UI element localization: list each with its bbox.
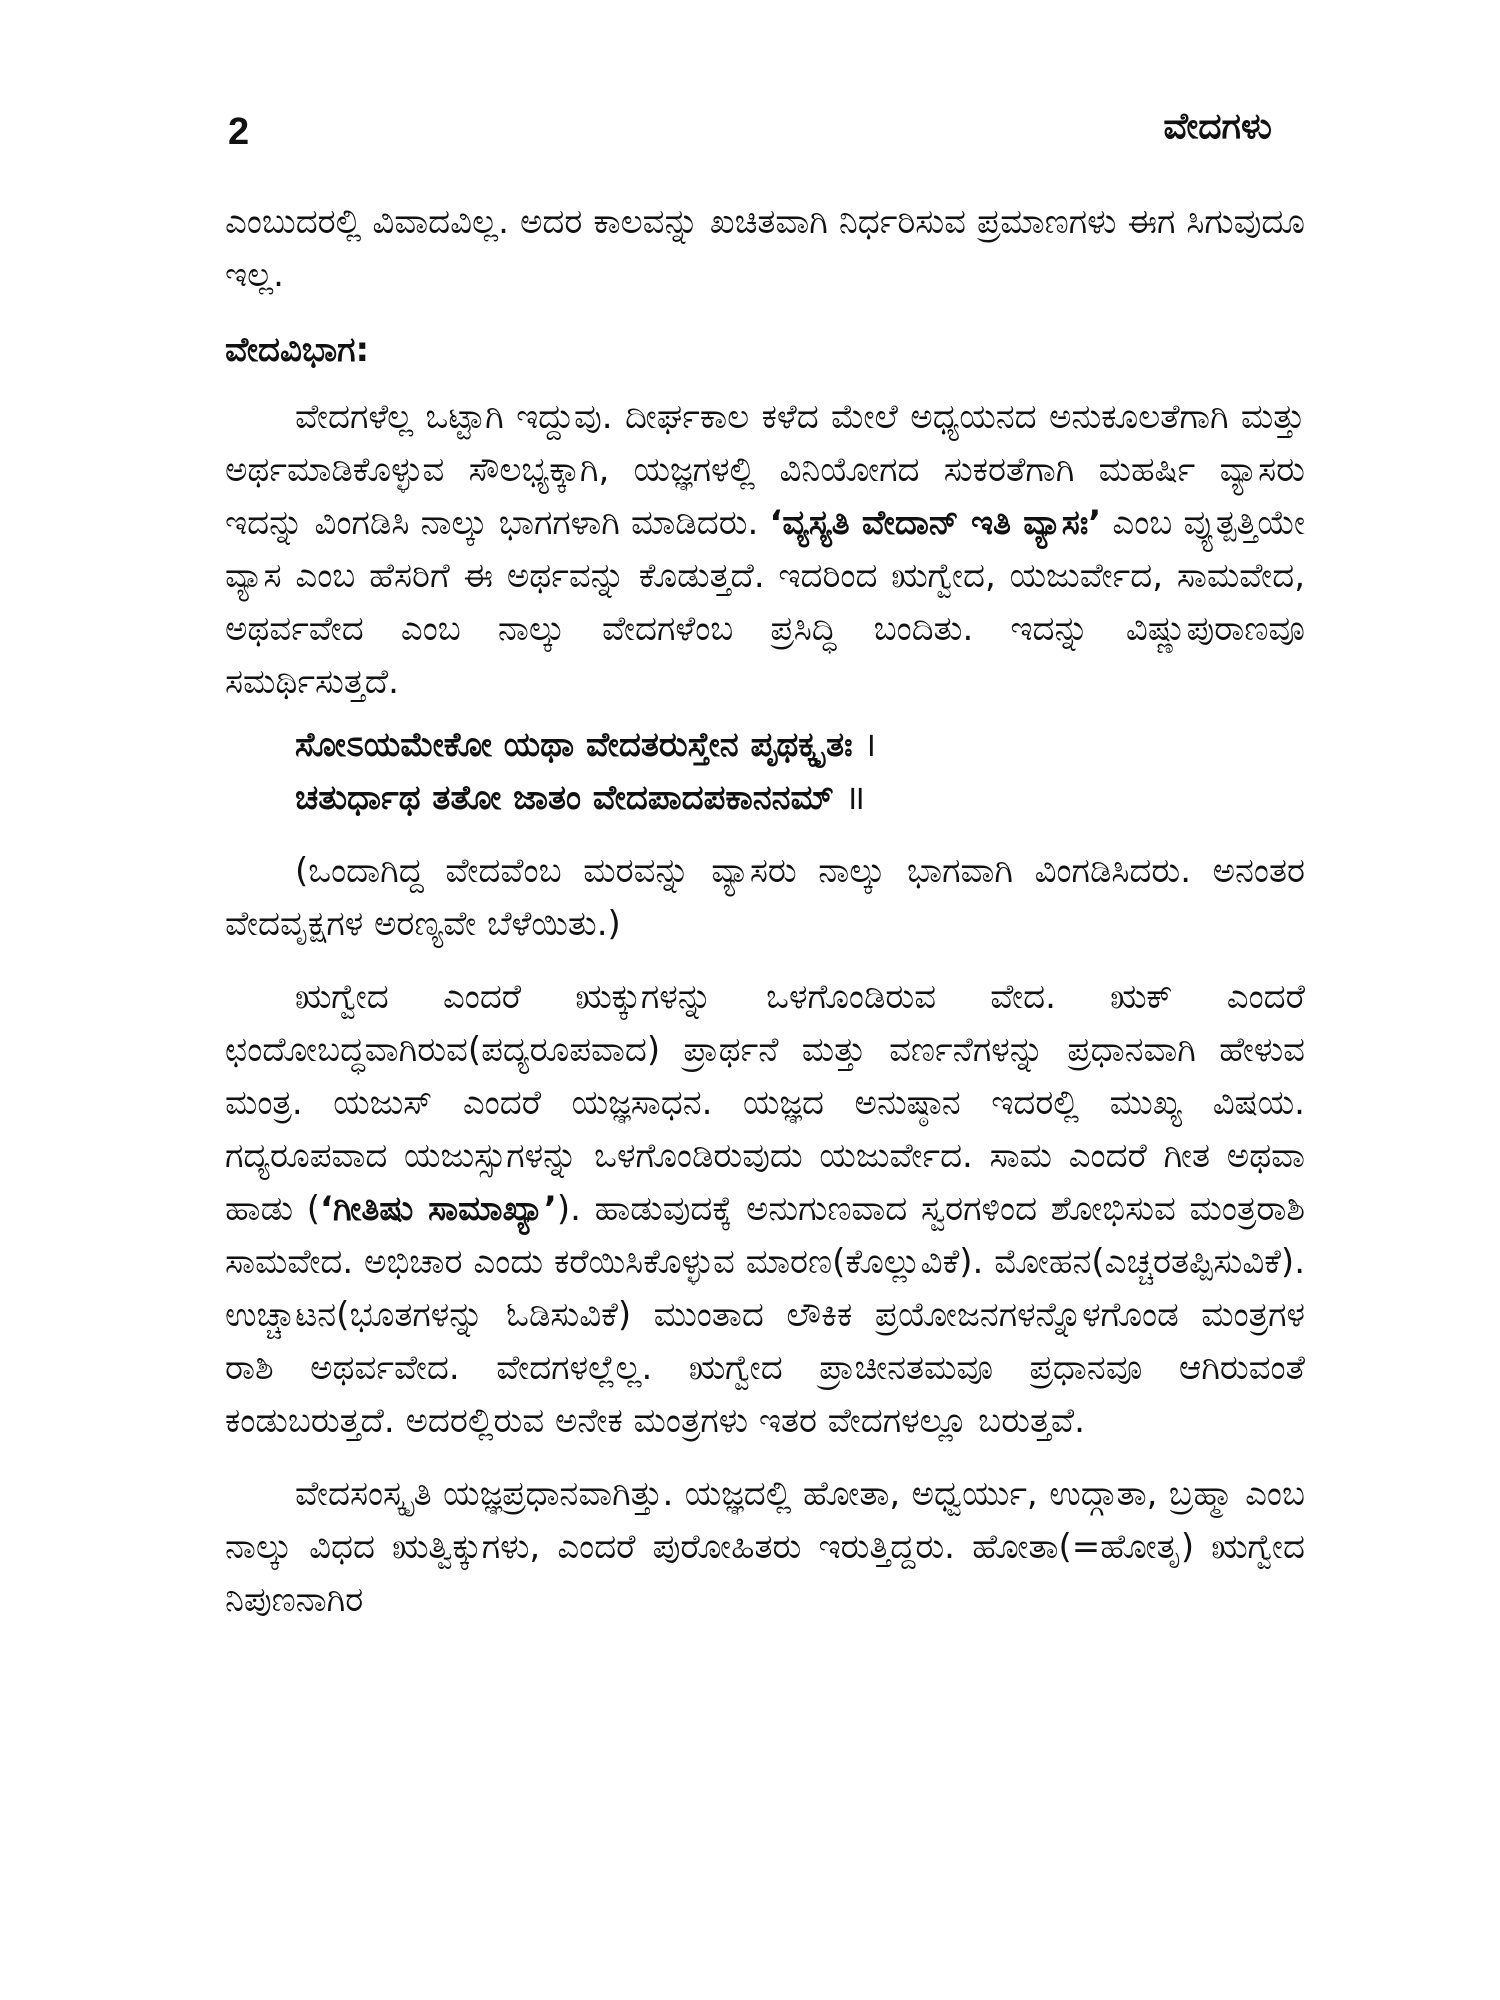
- double-danda-mark: ॥: [833, 778, 866, 818]
- paragraph-text: ಎಂಬ ವ್ಯುತ್ಪತ್ತಿಯೇ ವ್ಯಾಸ ಎಂಬ ಹೆಸರಿಗೆ ಈ ಅರ್ಥವನ್ನು ಕೊಡುತ್ತದೆ. ಇದರಿಂದ ಋಗ್ವೇದ, ಯಜುರ್ವೇದ, ಸಾಮವೇದ, ಅಥರ್ವವೇದ ಎಂಬ ನಾಲ್ಕು ವೇದಗಳೆಂಬ ಪ್ರಸಿದ್ಧಿ ಬಂದಿತು. ಇದನ್ನು ವಿಷ್ಣುಪುರಾಣವೂ ಸಮರ್ಥಿಸುತ್ತದೆ.: [225, 503, 1305, 702]
- verse-text: ಸೋಽಯಮೇಕೋ ಯಥಾ ವೇದತರುಸ್ತೇನ ಪೃಥಕ್ಕೃತಃ: [295, 725, 853, 765]
- paragraph-verse-translation: (ಒಂದಾಗಿದ್ದ ವೇದವೆಂಬ ಮರವನ್ನು ವ್ಯಾಸರು ನಾಲ್ಕು ಭಾಗವಾಗಿ ವಿಂಗಡಿಸಿದರು. ಅನಂತರ ವೇದವೃಕ್ಷಗಳ ಅರಣ್ಯವೇ ಬೆಳೆಯಿತು.): [225, 851, 1305, 944]
- bold-quote: ‘ಗೀತಿಷು ಸಾಮಾಖ್ಯಾ’: [320, 1189, 557, 1229]
- page-number: 2: [228, 111, 250, 153]
- verse-text: ಚತುರ್ಧಾಥ ತತೋ ಜಾತಂ ವೇದಪಾದಪಕಾನನಮ್: [295, 778, 834, 818]
- paragraph-veda-division: [225, 391, 1305, 709]
- bold-quote: ‘ವ್ಯಸ್ಯತಿ ವೇದಾನ್ ಇತಿ ವ್ಯಾಸಃ’: [769, 503, 1102, 543]
- paragraph-continuation: ಎಂಬುದರಲ್ಲಿ ವಿವಾದವಿಲ್ಲ. ಅದರ ಕಾಲವನ್ನು ಖಚಿತವಾಗಿ ನಿರ್ಧರಿಸುವ ಪ್ರಮಾಣಗಳು ಈಗ ಸಿಗುವುದೂ ಇಲ್ಲ.: [225, 202, 1305, 295]
- paragraph-text: ವೇದಗಳೆಲ್ಲ ಒಟ್ಟಾಗಿ ಇದ್ದುವು. ದೀರ್ಘಕಾಲ ಕಳೆದ ಮೇಲೆ ಅಧ್ಯಯನದ ಅನುಕೂಲತೆಗಾಗಿ ಮತ್ತು ಅರ್ಥಮಾಡಿಕೊಳ್ಳುವ ಸೌಲಭ್ಯಕ್ಕಾಗಿ, ಯಜ್ಞಗಳಲ್ಲಿ ವಿನಿಯೋಗದ ಸುಕರತೆಗಾಗಿ ಮಹರ್ಷಿ ವ್ಯಾಸರು ಇದನ್ನು ವಿಂಗಡಿಸಿ ನಾಲ್ಕು ಭಾಗಗಳಾಗಿ ಮಾಡಿದರು.: [225, 397, 1305, 543]
- paragraph-yajna-priests: ವೇದಸಂಸ್ಕೃತಿ ಯಜ್ಞಪ್ರಧಾನವಾಗಿತ್ತು. ಯಜ್ಞದಲ್ಲಿ ಹೋತಾ, ಅಧ್ವರ್ಯು, ಉದ್ಗಾತಾ, ಬ್ರಹ್ಮಾ ಎಂಬ ನಾಲ್ಕು ವಿಧದ ಋತ್ವಿಕ್ಕುಗಳು, ಎಂದರೆ ಪುರೋಹಿತರು ಇರುತ್ತಿದ್ದರು. ಹೋತಾ(=ಹೋತೃ) ಋಗ್ವೇದ ನಿಪುಣನಾಗಿರ: [225, 1474, 1305, 1620]
- section-heading: ವೇದವಿಭಾಗ:: [225, 330, 370, 370]
- running-title: ವೇದಗಳು: [1163, 106, 1272, 147]
- verse-line-2: [295, 772, 1305, 825]
- verse-line-1: [295, 719, 1305, 772]
- paragraph-text: ಋಗ್ವೇದ ಎಂದರೆ ಋಕ್ಕುಗಳನ್ನು ಒಳಗೊಂಡಿರುವ ವೇದ. ಋಕ್ ಎಂದರೆ ಛಂದೋಬದ್ಧವಾಗಿರುವ(ಪದ್ಯರೂಪವಾದ) ಪ್ರಾರ್ಥನೆ ಮತ್ತು ವರ್ಣನೆಗಳನ್ನು ಪ್ರಧಾನವಾಗಿ ಹೇಳುವ ಮಂತ್ರ. ಯಜುಸ್ ಎಂದರೆ ಯಜ್ಞಸಾಧನ. ಯಜ್ಞದ ಅನುಷ್ಠಾನ ಇದರಲ್ಲಿ ಮುಖ್ಯ ವಿಷಯ. ಗದ್ಯರೂಪವಾದ ಯಜುಸ್ಸುಗಳನ್ನು ಒಳಗೊಂಡಿರುವುದು ಯಜುರ್ವೇದ. ಸಾಮ ಎಂದರೆ ಗೀತ ಅಥವಾ ಹಾಡು (: [225, 977, 1305, 1229]
- sanskrit-verse: [295, 719, 1305, 825]
- danda-mark: ।: [852, 725, 877, 765]
- paragraph-text: ). ಹಾಡುವುದಕ್ಕೆ ಅನುಗುಣವಾದ ಸ್ವರಗಳಿಂದ ಶೋಭಿಸುವ ಮಂತ್ರರಾಶಿ ಸಾಮವೇದ. ಅಭಿಚಾರ ಎಂದು ಕರೆಯಿಸಿಕೊಳ್ಳುವ ಮಾರಣ(ಕೊಲ್ಲುವಿಕೆ). ಮೋಹನ(ಎಚ್ಚರತಪ್ಪಿಸುವಿಕೆ). ಉಚ್ಚಾಟನ(ಭೂತಗಳನ್ನು ಓಡಿಸುವಿಕೆ) ಮುಂತಾದ ಲೌಕಿಕ ಪ್ರಯೋಜನಗಳನ್ನೊಳಗೊಂಡ ಮಂತ್ರಗಳ ರಾಶಿ ಅಥರ್ವವೇದ. ವೇದಗಳಲ್ಲೆಲ್ಲ. ಋಗ್ವೇದ ಪ್ರಾಚೀನತಮವೂ ಪ್ರಧಾನವೂ ಆಗಿರುವಂತೆ ಕಂಡುಬರುತ್ತದೆ. ಅದರಲ್ಲಿರುವ ಅನೇಕ ಮಂತ್ರಗಳು ಇತರ ವೇದಗಳಲ್ಲೂ ಬರುತ್ತವೆ.: [225, 1189, 1306, 1441]
- body-text: [225, 196, 1305, 1627]
- paragraph-four-vedas: [225, 971, 1305, 1448]
